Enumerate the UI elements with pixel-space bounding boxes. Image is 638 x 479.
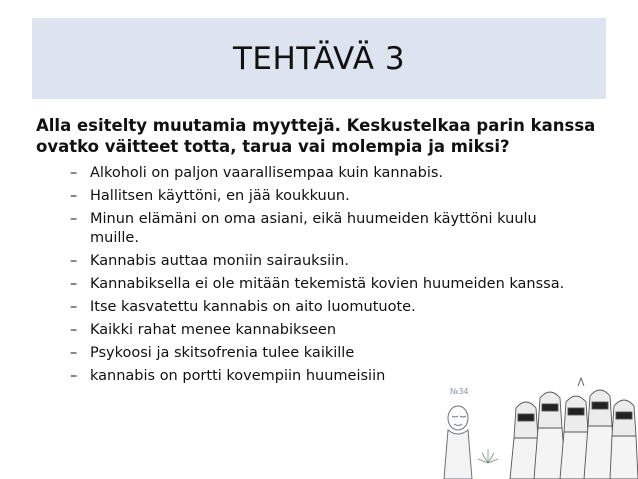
cartoon-illustration <box>428 368 638 479</box>
intro-line-1: Alla esitelty muutamia myyttejä. Keskustelkaa parin kanssa <box>36 116 596 135</box>
myth-text: Kannabiksella ei ole mitään tekemistä kovien huumeiden kanssa. <box>90 276 565 292</box>
list-item <box>70 164 620 183</box>
slide-title: TEHTÄVÄ 3 <box>232 40 406 77</box>
myth-text: Minun elämäni on oma asiani, eikä huumeiden käyttöni kuulu <box>90 211 537 227</box>
list-item <box>70 210 620 248</box>
illustration-label: №34 <box>450 387 469 396</box>
intro-text <box>36 115 596 157</box>
list-item <box>70 321 620 340</box>
left-figure-icon <box>444 406 472 479</box>
myth-text: Itse kasvatettu kannabis on aito luomutuote. <box>90 299 416 315</box>
list-item <box>70 344 620 363</box>
myth-list <box>70 164 620 390</box>
intro-line-2: ovatko väitteet totta, tarua vai molempia ja miksi? <box>36 137 510 156</box>
myth-text: Hallitsen käyttöni, en jää koukkuun. <box>90 188 350 204</box>
myth-text-continuation: muille. <box>90 230 139 246</box>
myth-text: Kannabis auttaa moniin sairauksiin. <box>90 253 349 269</box>
title-banner <box>32 18 606 99</box>
list-item <box>70 187 620 206</box>
list-item <box>70 252 620 271</box>
myth-text: Kaikki rahat menee kannabikseen <box>90 322 337 338</box>
list-item <box>70 275 620 294</box>
list-item <box>70 298 620 317</box>
leaf-icon <box>478 449 498 463</box>
myth-text: kannabis on portti kovempiin huumeisiin <box>90 368 386 384</box>
myth-text: Psykoosi ja skitsofrenia tulee kaikille <box>90 345 355 361</box>
myth-text: Alkoholi on paljon vaarallisempaa kuin kannabis. <box>90 165 444 181</box>
masked-figures-icon <box>510 378 638 479</box>
